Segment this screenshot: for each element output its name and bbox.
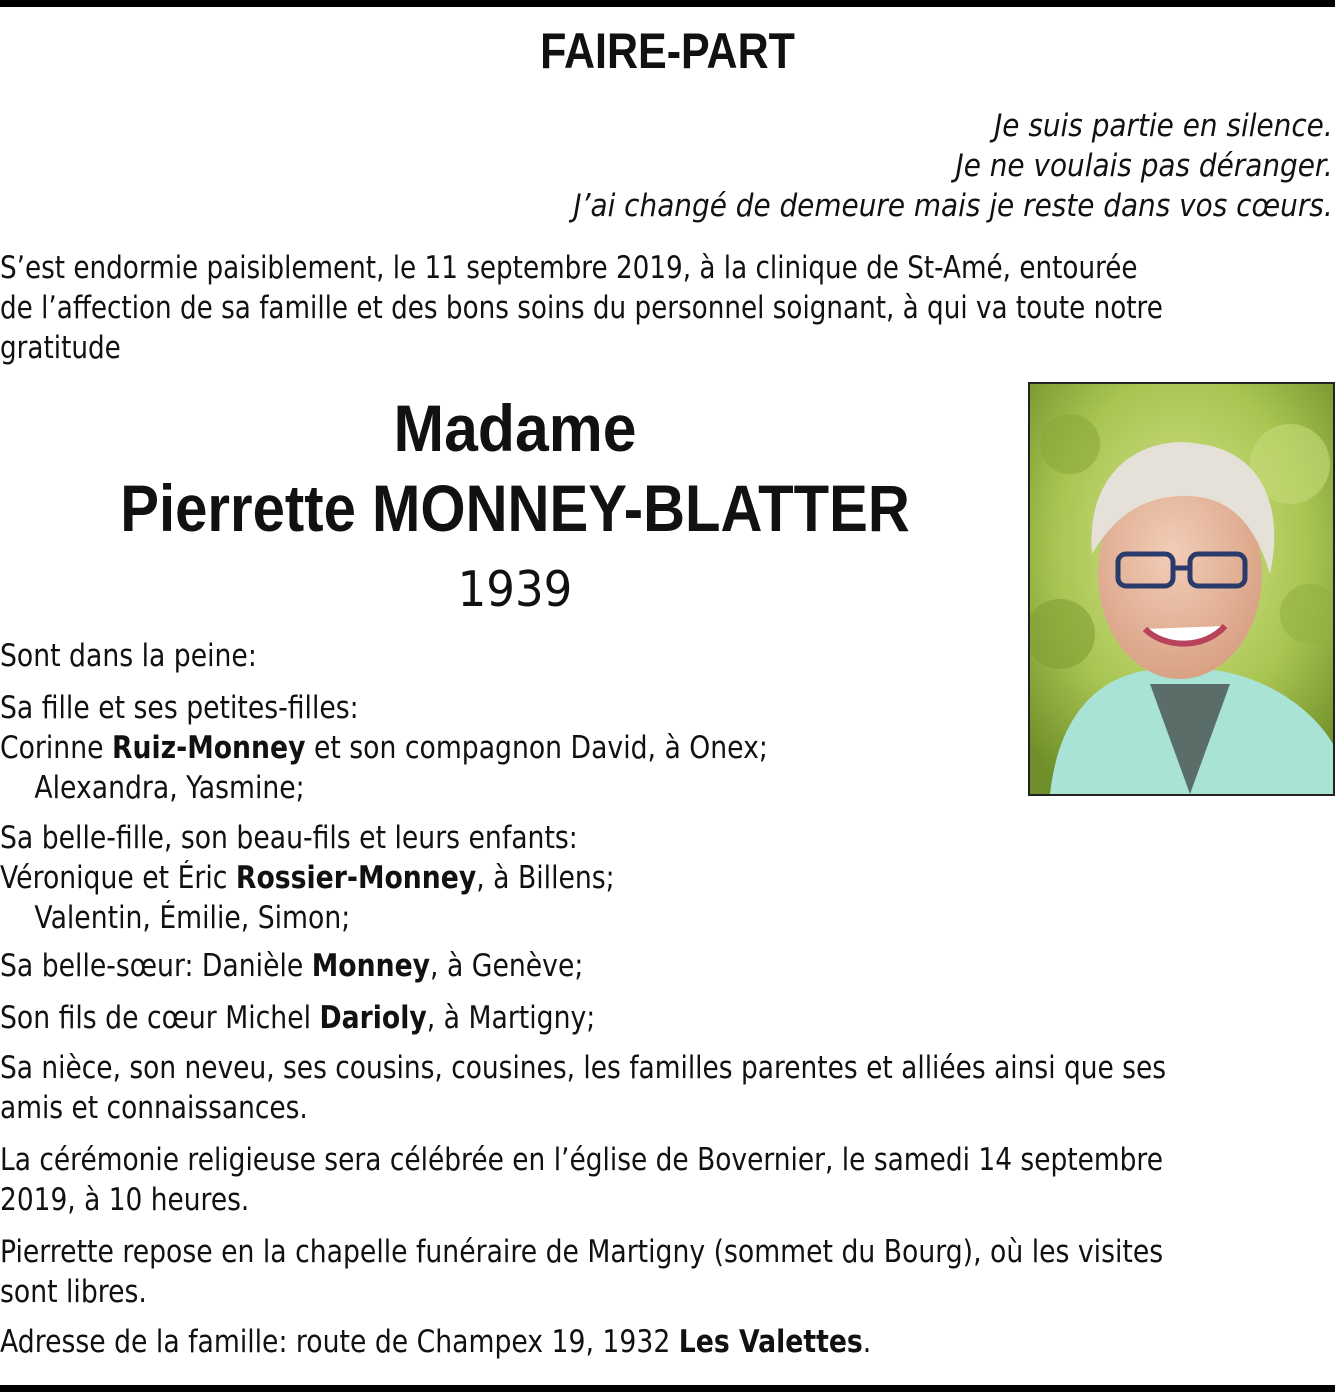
deceased-name: Pierrette MONNEY-BLATTER — [120, 471, 910, 545]
inlaws-entry — [0, 818, 715, 938]
birth-year: 1939 — [457, 561, 573, 618]
family-section — [0, 636, 299, 676]
visitation-line: sont libres. — [0, 1274, 147, 1310]
poem-line: J’ai changé de demeure mais je reste dans vos cœurs. — [573, 188, 1333, 224]
address-line: Adresse de la famille: route de Champex 19, 1932 Les Valettes. — [0, 1324, 872, 1360]
sister-line: Sa belle-sœur: Danièle Monney, à Genève; — [0, 948, 584, 984]
inlaws-heading: Sa belle-fille, son beau-fils et leurs enfants: — [0, 820, 578, 856]
ceremony-paragraph — [0, 1140, 1335, 1220]
intro-line: de l’affection de sa famille et des bons soins du personnel soignant, à qui va toute notre — [0, 290, 1163, 326]
intro-line: gratitude — [0, 330, 121, 366]
poem-line: Je suis partie en silence. — [994, 108, 1333, 144]
portrait-image — [1030, 384, 1333, 794]
portrait-photo — [1028, 382, 1335, 796]
address-locality: Les Valettes — [678, 1324, 863, 1360]
son-entry — [0, 998, 692, 1038]
others-line: amis et connaissances. — [0, 1090, 308, 1126]
top-rule — [0, 0, 1335, 7]
visitation-paragraph — [0, 1232, 1335, 1312]
bottom-rule — [0, 1385, 1335, 1392]
daughter-heading: Sa fille et ses petites-filles: — [0, 690, 359, 726]
honorific: Madame — [393, 391, 637, 465]
sister-entry — [0, 946, 678, 986]
visitation-line: Pierrette repose en la chapelle funéraire de Martigny (sommet du Bourg), où les visites — [0, 1234, 1164, 1270]
deceased-name-block — [0, 388, 1030, 548]
ceremony-line: La cérémonie religieuse sera célébrée en l’église de Bovernier, le samedi 14 septembre — [0, 1142, 1163, 1178]
address-paragraph — [0, 1322, 1013, 1362]
intro-line: S’est endormie paisiblement, le 11 septembre 2019, à la clinique de St-Amé, entourée — [0, 250, 1138, 286]
others-line: Sa nièce, son neveu, ses cousins, cousines, les familles parentes et alliées ainsi que ses — [0, 1050, 1166, 1086]
poem — [489, 106, 1333, 226]
daughter-surname: Ruiz-Monney — [111, 730, 306, 766]
son-surname: Darioly — [319, 1000, 427, 1036]
granddaughters-line: Alexandra, Yasmine; — [34, 770, 305, 806]
others-entry — [0, 1048, 1335, 1128]
poem-line: Je ne voulais pas déranger. — [955, 148, 1333, 184]
inlaws-children-line: Valentin, Émilie, Simon; — [34, 900, 351, 936]
daughter-entry — [0, 688, 893, 808]
ceremony-line: 2019, à 10 heures. — [0, 1182, 250, 1218]
son-line: Son fils de cœur Michel Darioly, à Martigny; — [0, 1000, 596, 1036]
inlaws-surname: Rossier-Monney — [235, 860, 477, 896]
sister-surname: Monney — [311, 948, 431, 984]
page-title: FAIRE-PART — [540, 23, 795, 79]
intro-paragraph — [0, 248, 1335, 368]
daughter-line: Corinne Ruiz-Monney et son compagnon David, à Onex; — [0, 730, 768, 766]
inlaws-line: Véronique et Éric Rossier-Monney, à Billens; — [0, 860, 615, 896]
family-heading: Sont dans la peine: — [0, 638, 257, 674]
